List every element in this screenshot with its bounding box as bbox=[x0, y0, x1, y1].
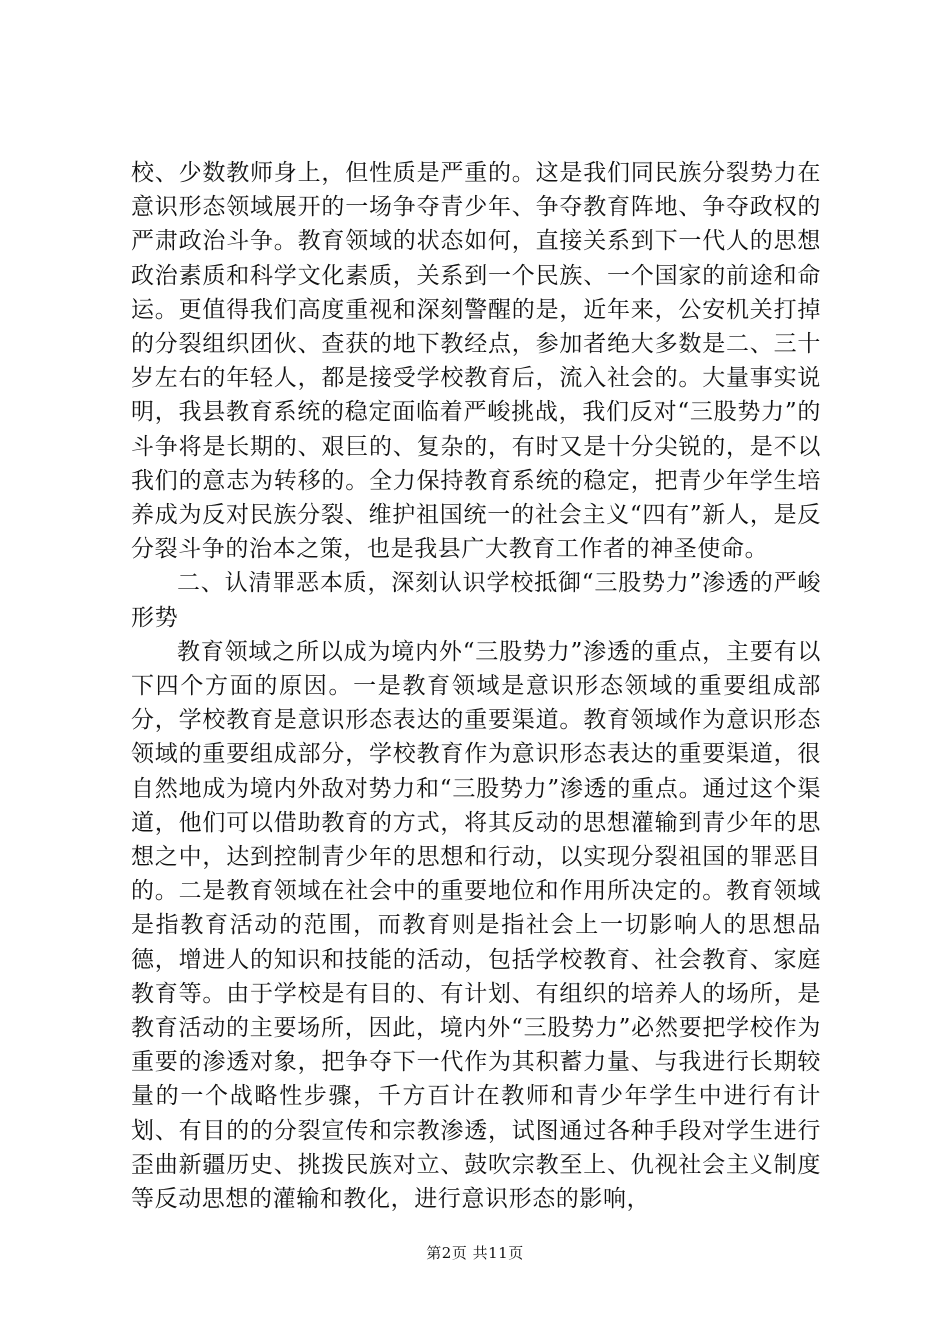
section-heading: 二、认清罪恶本质，深刻认识学校抵御“三股势力”渗透的严峻形势 bbox=[131, 570, 821, 631]
page-number-footer: 第2页 共11页 bbox=[426, 1244, 524, 1262]
paragraph-continuation: 校、少数教师身上，但性质是严重的。这是我们同民族分裂势力在意识形态领域展开的一场争夺青少年、争夺教育阵地、争夺政权的严肃政治斗争。教育领域的状态如何，直接关系到下一代人的思想政治素质和科学文化素质，关系到一个民族、一个国家的前途和命运。更值得我们高度重视和深刻警醒的是，近年来，公安机关打掉的分裂组织团伙、查获的地下教经点，参加者绝大多数是二、三十岁左右的年轻人，都是接受学校教育后，流入社会的。大量事实说明，我县教育系统的稳定面临着严峻挑战，我们反对“三股势力”的斗争将是长期的、艰巨的、复杂的，有时又是十分尖锐的，是不以我们的意志为转移的。全力保持教育系统的稳定，把青少年学生培养成为反对民族分裂、维护祖国统一的社会主义“四有”新人，是反分裂斗争的治本之策，也是我县广大教育工作者的神圣使命。 bbox=[131, 160, 821, 563]
document-body bbox=[131, 156, 821, 1216]
paragraph-body: 教育领域之所以成为境内外“三股势力”渗透的重点，主要有以下四个方面的原因。一是教育领域是意识形态领域的重要组成部分，学校教育是意识形态表达的重要渠道。教育领域作为意识形态领域的重要组成部分，学校教育作为意识形态表达的重要渠道，很自然地成为境内外敌对势力和“三股势力”渗透的重点。通过这个渠道，他们可以借助教育的方式，将其反动的思想灌输到青少年的思想之中，达到控制青少年的思想和行动，以实现分裂祖国的罪恶目的。二是教育领域在社会中的重要地位和作用所决定的。教育领域是指教育活动的范围，而教育则是指社会上一切影响人的思想品德，增进人的知识和技能的活动，包括学校教育、社会教育、家庭教育等。由于学校是有目的、有计划、有组织的培养人的场所，是教育活动的主要场所，因此，境内外“三股势力”必然要把学校作为重要的渗透对象，把争夺下一代作为其积蓄力量、与我进行长期较量的一个战略性步骤，千方百计在教师和青少年学生中进行有计划、有目的的分裂宣传和宗教渗透，试图通过各种手段对学生进行歪曲新疆历史、挑拨民族对立、鼓吹宗教至上、仇视社会主义制度等反动思想的灌输和教化，进行意识形态的影响， bbox=[131, 638, 821, 1213]
